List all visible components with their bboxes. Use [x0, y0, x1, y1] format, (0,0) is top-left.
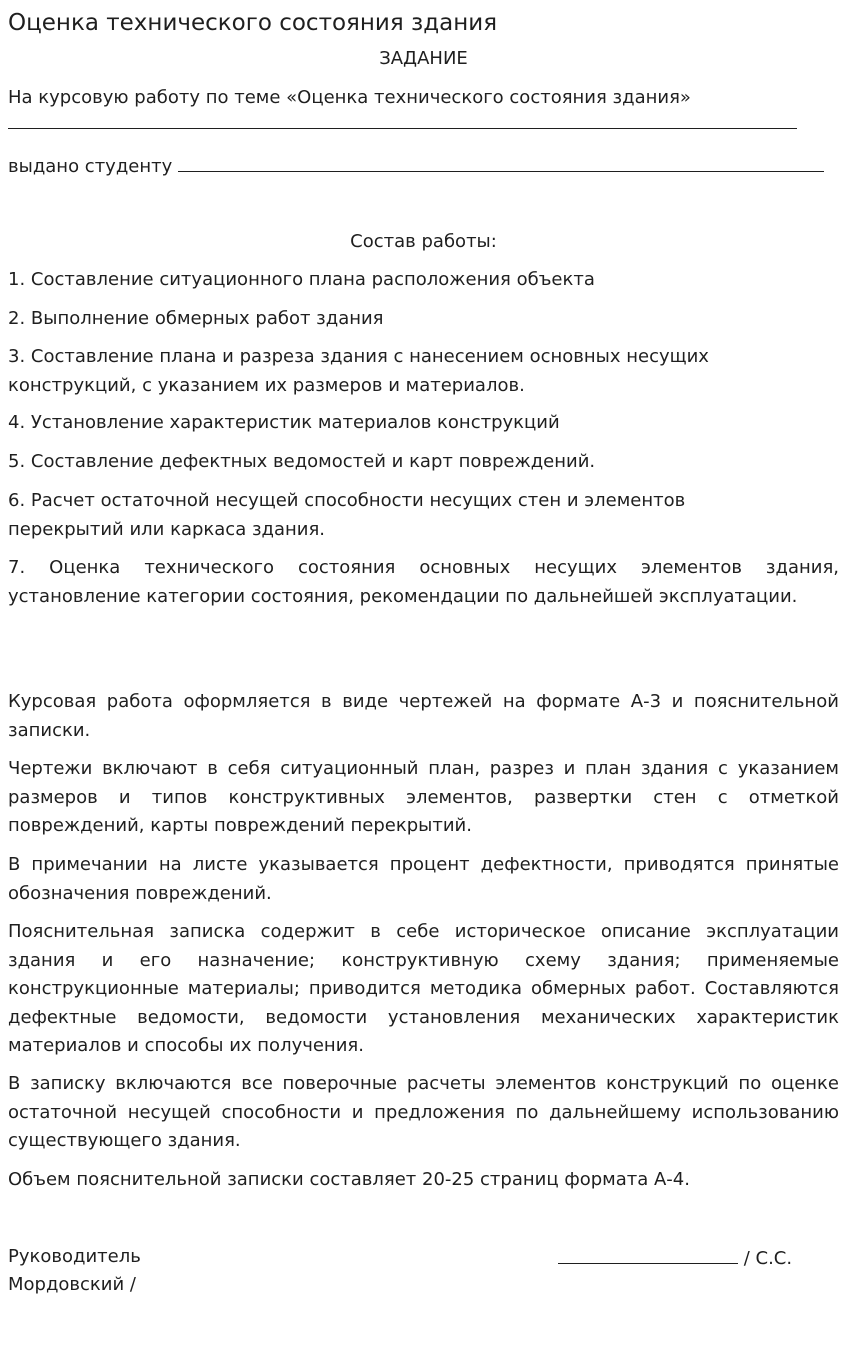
composition-item: 6. Расчет остаточной несущей способности несущих стен и элементов перекрытий или каркаса здания.	[8, 490, 686, 540]
body-paragraph: Курсовая работа оформляется в виде чертежей на формате А-3 и пояснительной записки.	[8, 691, 839, 741]
body-paragraph: Пояснительная записка содержит в себе историческое описание эксплуатации здания и его назначение; конструктивную схему здания; применяемые конструкционные материалы; приводится методика обмерных работ. Составляются дефектные ведомости, ведомости установления механических характеристик материалов и способы их получения.	[8, 921, 839, 1056]
body-paragraph: В примечании на листе указывается процент дефектности, приводятся принятые обозначения повреждений.	[8, 854, 839, 904]
page-title: Оценка технического состояния здания	[8, 10, 498, 36]
body-paragraph: Чертежи включают в себя ситуационный план, разрез и план здания с указанием размеров и типов конструктивных элементов, развертки стен с отметкой повреждений, карты повреждений перекрытий.	[8, 758, 839, 836]
topic-line: На курсовую работу по теме «Оценка технического состояния здания»	[8, 87, 691, 108]
topic-blank-line	[8, 108, 797, 129]
assignment-heading: ЗАДАНИЕ	[379, 48, 468, 69]
issued-to-label: выдано студенту	[8, 156, 173, 177]
composition-item: 2. Выполнение обмерных работ здания	[8, 308, 384, 329]
composition-heading: Состав работы:	[350, 231, 497, 252]
composition-item: 1. Составление ситуационного плана расположения объекта	[8, 269, 595, 290]
supervisor-label: Руководитель	[8, 1246, 141, 1267]
supervisor-signature	[558, 1243, 792, 1274]
supervisor-name-part1: / С.С.	[743, 1248, 793, 1269]
issued-to-row	[8, 151, 839, 182]
body-paragraph: В записку включаются все поверочные расчеты элементов конструкций по оценке остаточной несущей способности и предложения по дальнейшему использованию существующего здания.	[8, 1073, 839, 1151]
composition-item: 3. Составление плана и разреза здания с нанесением основных несущих конструкций, с указанием их размеров и материалов.	[8, 346, 709, 396]
topic-blank-line-row	[8, 108, 839, 139]
signature-blank	[558, 1243, 738, 1264]
composition-item: 4. Установление характеристик материалов конструкций	[8, 412, 560, 433]
student-name-blank	[178, 151, 824, 172]
body-paragraph: Объем пояснительной записки составляет 20-25 страниц формата А-4.	[8, 1169, 690, 1190]
composition-item: 7. Оценка технического состояния основных несущих элементов здания, установление категории состояния, рекомендации по дальнейшей эксплуатации.	[8, 557, 839, 607]
composition-item: 5. Составление дефектных ведомостей и карт повреждений.	[8, 451, 596, 472]
supervisor-name-part2: Мордовский /	[8, 1274, 136, 1295]
